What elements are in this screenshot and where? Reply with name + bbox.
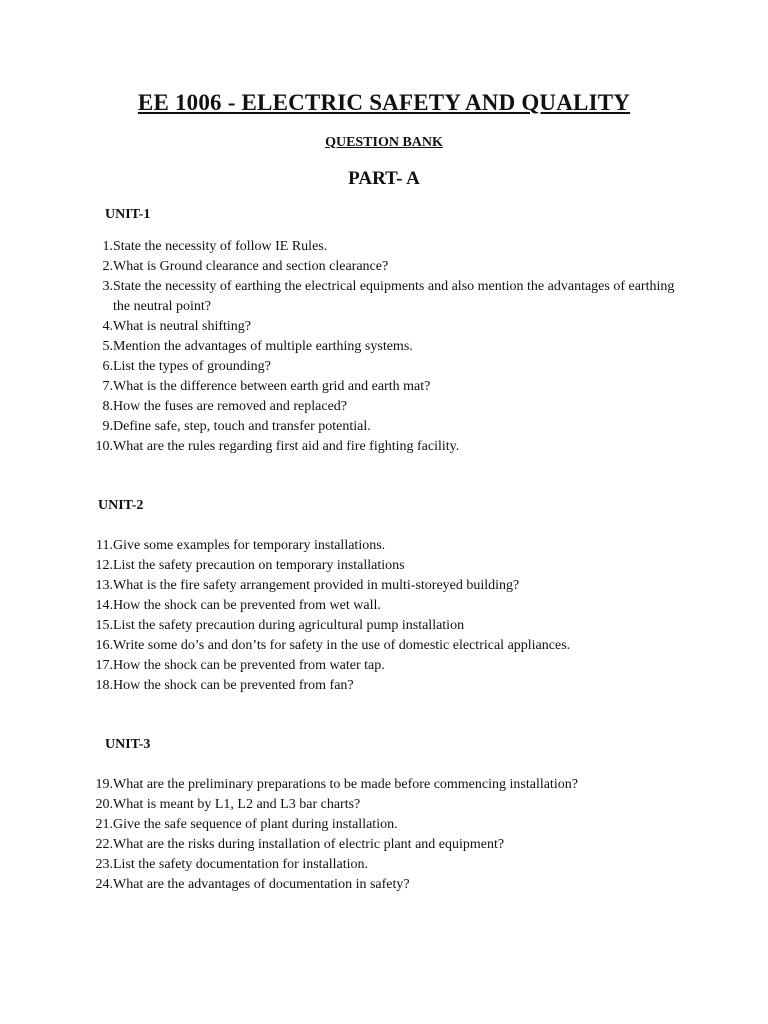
question-item bbox=[88, 257, 688, 277]
question-item bbox=[88, 775, 688, 795]
question-text: How the shock can be prevented from water tap. bbox=[113, 658, 385, 673]
question-number: 1. bbox=[102, 239, 113, 254]
unit-3-question-list bbox=[88, 775, 688, 895]
question-item bbox=[88, 437, 688, 457]
question-item bbox=[88, 536, 688, 556]
question-item bbox=[88, 357, 688, 377]
question-number: 14. bbox=[95, 598, 113, 613]
question-text: List the safety documentation for installation. bbox=[113, 857, 369, 872]
question-text: What are the rules regarding first aid and fire fighting facility. bbox=[113, 439, 460, 454]
question-number: 10. bbox=[95, 439, 113, 454]
question-number: 11. bbox=[96, 538, 113, 553]
question-text: What is neutral shifting? bbox=[113, 319, 252, 334]
question-text: Give the safe sequence of plant during installation. bbox=[113, 817, 398, 832]
question-number: 22. bbox=[95, 837, 113, 852]
question-number: 15. bbox=[95, 618, 113, 633]
unit-1-question-list bbox=[88, 237, 688, 457]
question-text: List the safety precaution during agricultural pump installation bbox=[113, 618, 465, 633]
unit-3-heading: UNIT-3 bbox=[105, 737, 151, 752]
question-item bbox=[88, 337, 688, 357]
question-number: 2. bbox=[102, 259, 113, 274]
question-number: 21. bbox=[95, 817, 113, 832]
question-item bbox=[88, 676, 688, 696]
question-text: List the safety precaution on temporary installations bbox=[113, 558, 405, 573]
question-text: State the necessity of follow IE Rules. bbox=[113, 239, 328, 254]
question-item bbox=[88, 656, 688, 676]
question-number: 19. bbox=[95, 777, 113, 792]
question-number: 18. bbox=[95, 678, 113, 693]
question-item bbox=[88, 237, 688, 257]
question-number: 13. bbox=[95, 578, 113, 593]
question-text: What are the preliminary preparations to be made before commencing installation? bbox=[113, 777, 578, 792]
question-text: Give some examples for temporary installations. bbox=[113, 538, 386, 553]
question-item bbox=[88, 616, 688, 636]
question-text: Define safe, step, touch and transfer potential. bbox=[113, 419, 371, 434]
question-item bbox=[88, 596, 688, 616]
question-number: 9. bbox=[102, 419, 113, 434]
question-text: What are the advantages of documentation in safety? bbox=[113, 877, 410, 892]
unit-2-question-list bbox=[88, 536, 688, 696]
question-item bbox=[88, 277, 688, 317]
question-item bbox=[88, 377, 688, 397]
question-item bbox=[88, 556, 688, 576]
question-number: 24. bbox=[95, 877, 113, 892]
document-subtitle: QUESTION BANK bbox=[325, 135, 443, 150]
unit-2-heading: UNIT-2 bbox=[98, 498, 144, 513]
question-number: 5. bbox=[102, 339, 113, 354]
part-heading: PART- A bbox=[348, 168, 420, 189]
question-number: 7. bbox=[102, 379, 113, 394]
question-text: State the necessity of earthing the electrical equipments and also mention the advantages of earthing the neutral point? bbox=[113, 279, 675, 314]
question-number: 17. bbox=[95, 658, 113, 673]
question-number: 16. bbox=[95, 638, 113, 653]
question-text: What is the difference between earth grid and earth mat? bbox=[113, 379, 431, 394]
question-item bbox=[88, 397, 688, 417]
question-text: How the shock can be prevented from fan? bbox=[113, 678, 354, 693]
question-text: List the types of grounding? bbox=[113, 359, 271, 374]
question-number: 20. bbox=[95, 797, 113, 812]
question-item bbox=[88, 636, 688, 656]
question-text: Mention the advantages of multiple earthing systems. bbox=[113, 339, 413, 354]
question-number: 6. bbox=[102, 359, 113, 374]
question-number: 8. bbox=[102, 399, 113, 414]
question-text: What is the fire safety arrangement provided in multi-storeyed building? bbox=[113, 578, 520, 593]
question-item bbox=[88, 795, 688, 815]
question-text: How the shock can be prevented from wet wall. bbox=[113, 598, 381, 613]
question-item bbox=[88, 417, 688, 437]
question-item bbox=[88, 855, 688, 875]
document-title: EE 1006 - ELECTRIC SAFETY AND QUALITY bbox=[137, 90, 631, 115]
question-item bbox=[88, 835, 688, 855]
unit-1-heading: UNIT-1 bbox=[105, 207, 151, 222]
question-item bbox=[88, 317, 688, 337]
question-item bbox=[88, 815, 688, 835]
question-text: Write some do’s and don’ts for safety in the use of domestic electrical appliances. bbox=[113, 638, 571, 653]
question-text: What is meant by L1, L2 and L3 bar charts? bbox=[113, 797, 361, 812]
question-number: 23. bbox=[95, 857, 113, 872]
question-item bbox=[88, 875, 688, 895]
question-number: 12. bbox=[95, 558, 113, 573]
question-text: What is Ground clearance and section clearance? bbox=[113, 259, 389, 274]
question-number: 3. bbox=[102, 279, 113, 294]
question-item bbox=[88, 576, 688, 596]
question-number: 4. bbox=[102, 319, 113, 334]
question-text: How the fuses are removed and replaced? bbox=[113, 399, 348, 414]
question-text: What are the risks during installation of electric plant and equipment? bbox=[113, 837, 505, 852]
